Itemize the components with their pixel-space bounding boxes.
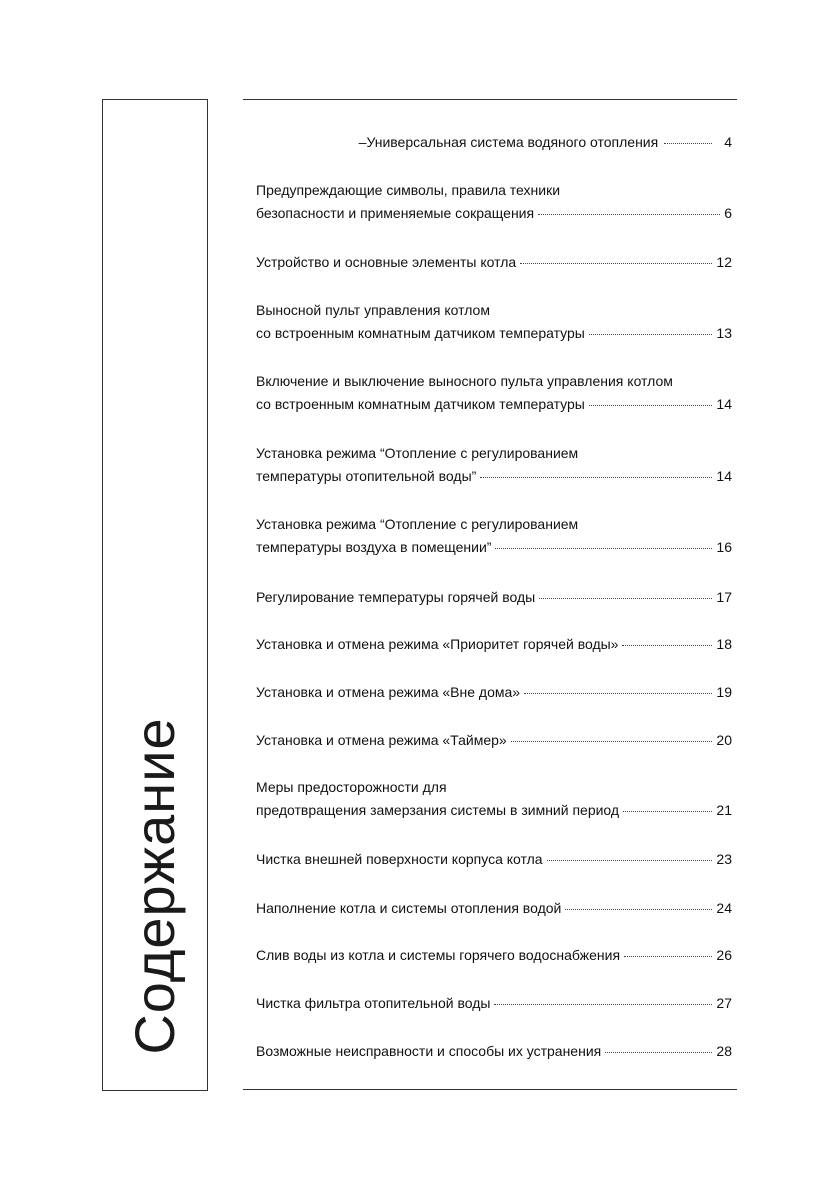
leader-dots <box>589 333 713 335</box>
leader-dots <box>565 908 712 910</box>
toc-entry-text: предотвращения замерзания системы в зимний период <box>256 802 620 818</box>
toc-entry-text: температуры отопительной воды” <box>256 468 477 484</box>
toc-entry[interactable] <box>256 442 732 488</box>
toc-entry-text: Слив воды из котла и системы горячего водоснабжения <box>256 947 621 963</box>
toc-entry-text: безопасности и применяемые сокращения <box>256 205 535 221</box>
toc-entry-text: Чистка внешней поверхности корпуса котла <box>256 851 543 867</box>
toc-entry-text: Установка и отмена режима «Вне дома» <box>256 684 521 700</box>
leader-dots <box>664 142 712 144</box>
toc-entry[interactable] <box>256 897 732 920</box>
toc-entry-text: Установка режима “Отопление с регулированием <box>256 445 579 461</box>
leader-dots <box>495 547 712 549</box>
toc-page-number: 19 <box>716 684 732 700</box>
leader-dots <box>547 859 713 861</box>
toc-entry-text: Устройство и основные элементы котла <box>256 254 517 270</box>
toc-entry-text: Чистка фильтра отопительной воды <box>256 995 491 1011</box>
toc-entry-text: Установка режима “Отопление с регулированием <box>256 516 579 532</box>
toc-entry-text: Установка и отмена режима «Таймер» <box>256 732 507 748</box>
toc-page-number: 12 <box>716 254 732 270</box>
toc-entry-text: Установка и отмена режима «Приоритет горячей воды» <box>256 636 619 652</box>
toc-page-number: 16 <box>716 539 732 555</box>
toc-page-number: 24 <box>716 900 732 916</box>
toc-page-number: 18 <box>716 636 732 652</box>
toc-entry[interactable] <box>256 1040 732 1063</box>
toc-page-number: 20 <box>716 732 732 748</box>
top-rule <box>243 99 737 100</box>
toc-entry[interactable] <box>256 681 732 704</box>
toc-entry[interactable] <box>256 513 732 559</box>
toc-entry-text: Наполнение котла и системы отопления водой <box>256 900 562 916</box>
bottom-rule <box>243 1089 737 1090</box>
toc-entry-text: Выносной пульт управления котлом <box>256 302 490 318</box>
leader-dots <box>494 1003 712 1005</box>
toc-entry-text: –Универсальная система водяного отопления <box>358 134 659 150</box>
toc-entry[interactable] <box>256 179 732 225</box>
toc-entry[interactable] <box>256 848 732 871</box>
leader-dots <box>538 213 720 215</box>
toc-entry-text: Возможные неисправности и способы их устранения <box>256 1043 602 1059</box>
toc-page-number: 14 <box>716 396 732 412</box>
leader-dots <box>605 1051 712 1053</box>
toc-page-number: 14 <box>716 468 732 484</box>
leader-dots <box>539 597 712 599</box>
toc-page-number: 28 <box>716 1043 732 1059</box>
toc-entry-text: со встроенным комнатным датчиком температуры <box>256 325 585 341</box>
toc-page-number: 27 <box>716 995 732 1011</box>
contents-heading: Содержание <box>123 717 186 1055</box>
toc-entry[interactable] <box>256 729 732 752</box>
leader-dots <box>520 262 712 264</box>
leader-dots <box>480 476 712 478</box>
toc-entry-text: Включение и выключение выносного пульта управления котлом <box>256 373 673 389</box>
toc-page-number: 17 <box>716 589 732 605</box>
toc-entry[interactable] <box>256 992 732 1015</box>
toc-entry[interactable] <box>256 370 732 416</box>
toc-entry[interactable] <box>256 251 732 274</box>
toc-page-number: 26 <box>716 947 732 963</box>
toc-page-number: 23 <box>716 851 732 867</box>
leader-dots <box>624 955 712 957</box>
toc-page-number: 6 <box>724 205 732 221</box>
toc-entry[interactable] <box>256 944 732 967</box>
toc-entry-text: Меры предосторожности для <box>256 779 447 795</box>
toc-page-number: 13 <box>716 325 732 341</box>
leader-dots <box>622 644 712 646</box>
leader-dots <box>524 692 712 694</box>
toc-page-number: 4 <box>724 134 732 150</box>
toc-entry[interactable] <box>256 586 732 609</box>
toc-entry[interactable] <box>256 131 732 154</box>
leader-dots <box>623 810 712 812</box>
leader-dots <box>589 404 713 406</box>
leader-dots <box>511 740 713 742</box>
toc-page-number: 21 <box>716 802 732 818</box>
toc-entry-text: Регулирование температуры горячей воды <box>256 589 536 605</box>
toc-entry[interactable] <box>256 299 732 345</box>
toc-entry-text: Предупреждающие символы, правила техники <box>256 182 561 198</box>
toc-entry[interactable] <box>256 633 732 656</box>
toc-entry-text: со встроенным комнатным датчиком температуры <box>256 396 585 412</box>
toc-entry[interactable] <box>256 776 732 822</box>
toc-entry-text: температуры воздуха в помещении” <box>256 539 492 555</box>
